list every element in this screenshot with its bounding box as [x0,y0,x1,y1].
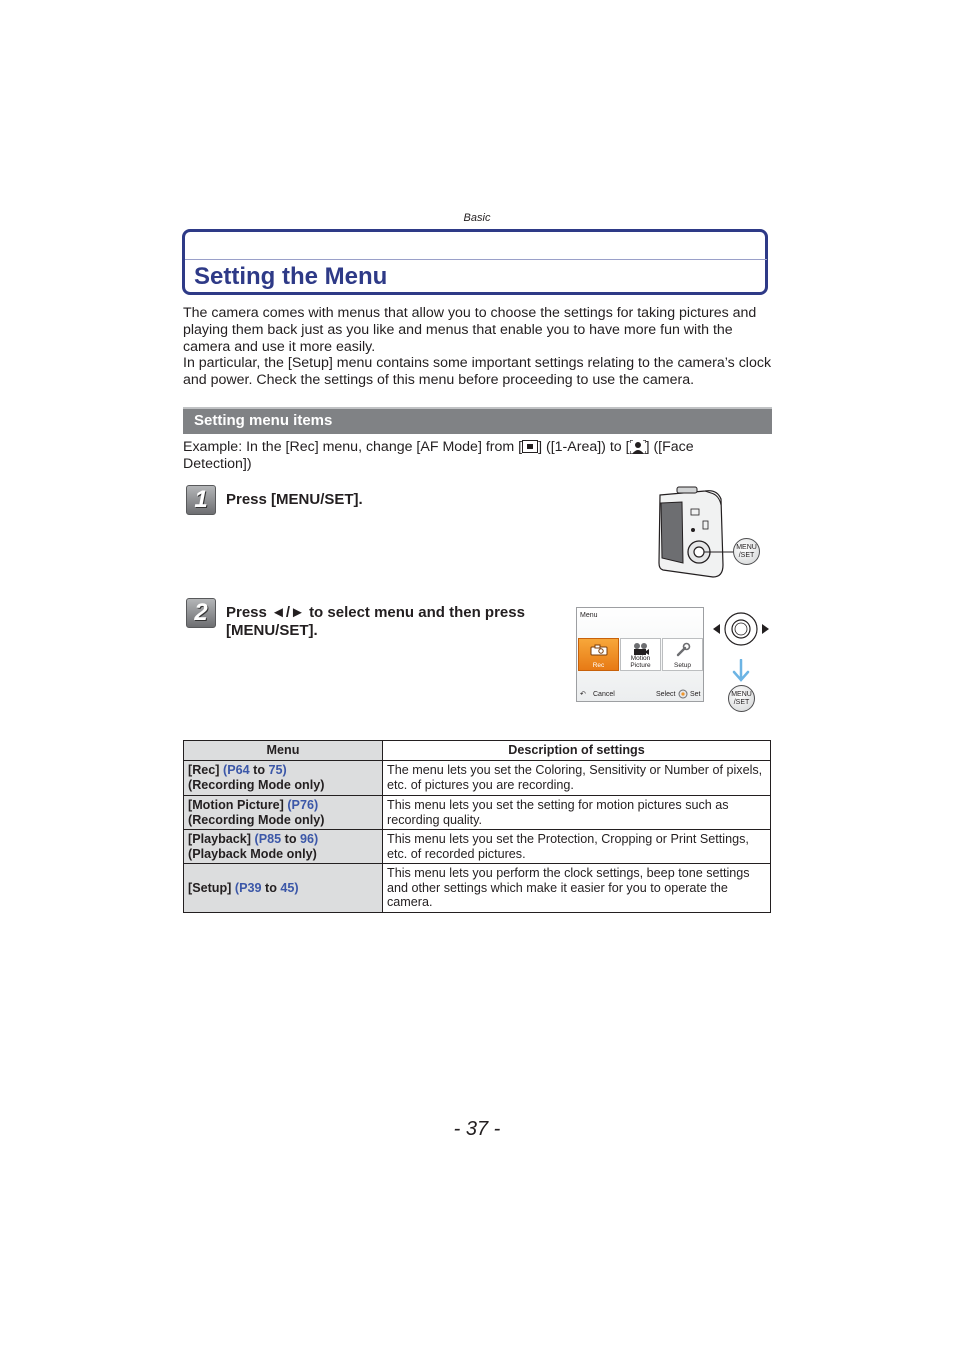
description-cell: This menu lets you set the setting for motion pictures such as recording quality. [383,796,771,830]
step-2-number: 2 [186,598,216,628]
intro-paragraph-2: In particular, the [Setup] menu contains some important settings relating to the camera’s clock and power. Check the settings of this menu before proceeding to use the camera. [183,355,772,389]
table-header-description: Description of settings [383,741,771,761]
intro-paragraph-1: The camera comes with menus that allow you to choose the settings for taking pictures and playing them back just as you like and menus that enable you to have more fun with the camera and use it more easily. [183,305,757,355]
menu-set-button[interactable] [733,538,760,565]
title-divider [185,259,767,260]
mode-note: (Recording Mode only) [188,778,325,792]
menu-screen-title: Menu [580,612,598,619]
intro-text [183,305,773,389]
table-header-row [184,741,771,761]
one-area-icon [522,440,538,453]
menu-cell-motion-picture [184,796,383,830]
menu-tile-setup-label: Setup [674,662,691,669]
menu-cell-playback [184,830,383,864]
page-ref[interactable]: P85 [258,831,282,846]
menu-screen-select: Select [656,691,676,698]
description-cell: This menu lets you set the Protection, Cropping or Print Settings, etc. of recorded pictures. [383,830,771,864]
table-row [184,796,771,830]
page-link[interactable]: (P39 [234,880,262,895]
cursor-pad-illustration [711,610,771,650]
page-link[interactable]: (P76) [287,797,319,812]
camera-icon [590,644,608,656]
page-ref[interactable]: P39 [239,880,262,895]
page-number: - 37 - [453,1118,501,1140]
menu-set-button-2[interactable] [728,685,755,712]
page-ref[interactable]: 45 [280,880,295,895]
page-link[interactable]: 96) [300,831,319,846]
cursor-pad-icon [678,689,688,699]
page-ref[interactable]: 75 [268,763,283,778]
page-ref[interactable]: 96 [300,831,315,846]
range-word: to [253,763,266,778]
undo-icon: ↶ [580,691,586,698]
menu-set-label-bottom-2: /SET [733,699,750,706]
subheading-bar [183,407,772,434]
menu-screen-set: Set [690,691,701,698]
range-word: to [265,880,277,895]
menu-tile-rec[interactable] [578,638,619,671]
left-arrow-icon [713,624,720,634]
table-row [184,830,771,864]
menu-screen-cancel: Cancel [593,691,615,698]
menu-tile-motion-picture[interactable] [620,638,661,671]
mode-note: (Playback Mode only) [188,846,317,861]
step-1-number: 1 [186,485,216,515]
example-part-2: ] ([1-Area]) to [ [538,439,630,455]
down-arrow-icon [732,659,750,683]
menu-screen [576,607,704,702]
menu-name: [Playback] [188,831,251,846]
page-link[interactable]: (P85 [254,831,282,846]
menu-tile-rec-label: Rec [592,662,605,669]
page-link[interactable]: (P64 [223,763,250,778]
table-row [184,864,771,913]
menu-set-label-top: MENU [736,544,757,551]
step-1-text: Press [MENU/SET]. [226,491,363,508]
menu-cell-setup [184,864,383,913]
menu-name: [Setup] [188,880,232,895]
menu-tile-motion-picture-label: Motion Picture [630,655,651,669]
wrench-icon [675,642,691,658]
table-header-menu: Menu [184,741,383,761]
menu-cell-rec [184,761,383,796]
page-ref[interactable]: P64 [227,763,250,778]
menu-name: [Motion Picture] [188,797,284,812]
motion-picture-icon [632,642,650,656]
menu-name: [Rec] [188,763,220,778]
subheading: Setting menu items [194,412,333,429]
example-part-1: Example: In the [Rec] menu, change [AF Mode] from [ [183,439,523,455]
mode-note: (Recording Mode only) [188,812,325,827]
description-cell: This menu lets you perform the clock settings, beep tone settings and other settings which make it easier for you to operate the camera. [383,864,771,913]
example-part-3: ] ([Face Detection]) [183,439,694,472]
description-cell: The menu lets you set the Coloring, Sensitivity or Number of pixels, etc. of pictures you are recording. [383,761,771,796]
section-tag: Basic [463,212,491,224]
menu-table [183,740,771,913]
table-row [184,761,771,796]
page-link[interactable]: 45) [280,880,299,895]
page-ref[interactable]: P76 [291,797,314,812]
example-text [183,439,763,473]
page-link[interactable]: 75) [268,763,287,778]
face-detection-icon [630,440,646,453]
menu-set-label-top-2: MENU [731,691,752,698]
menu-set-label-bottom: /SET [738,552,755,559]
step-2-text: Press ◄/► to select menu and then press [MENU/SET]. [226,604,525,639]
range-word: to [284,831,297,846]
page-title: Setting the Menu [194,263,388,290]
menu-tile-setup[interactable] [662,638,703,671]
right-arrow-icon [762,624,769,634]
camera-illustration [655,485,765,580]
